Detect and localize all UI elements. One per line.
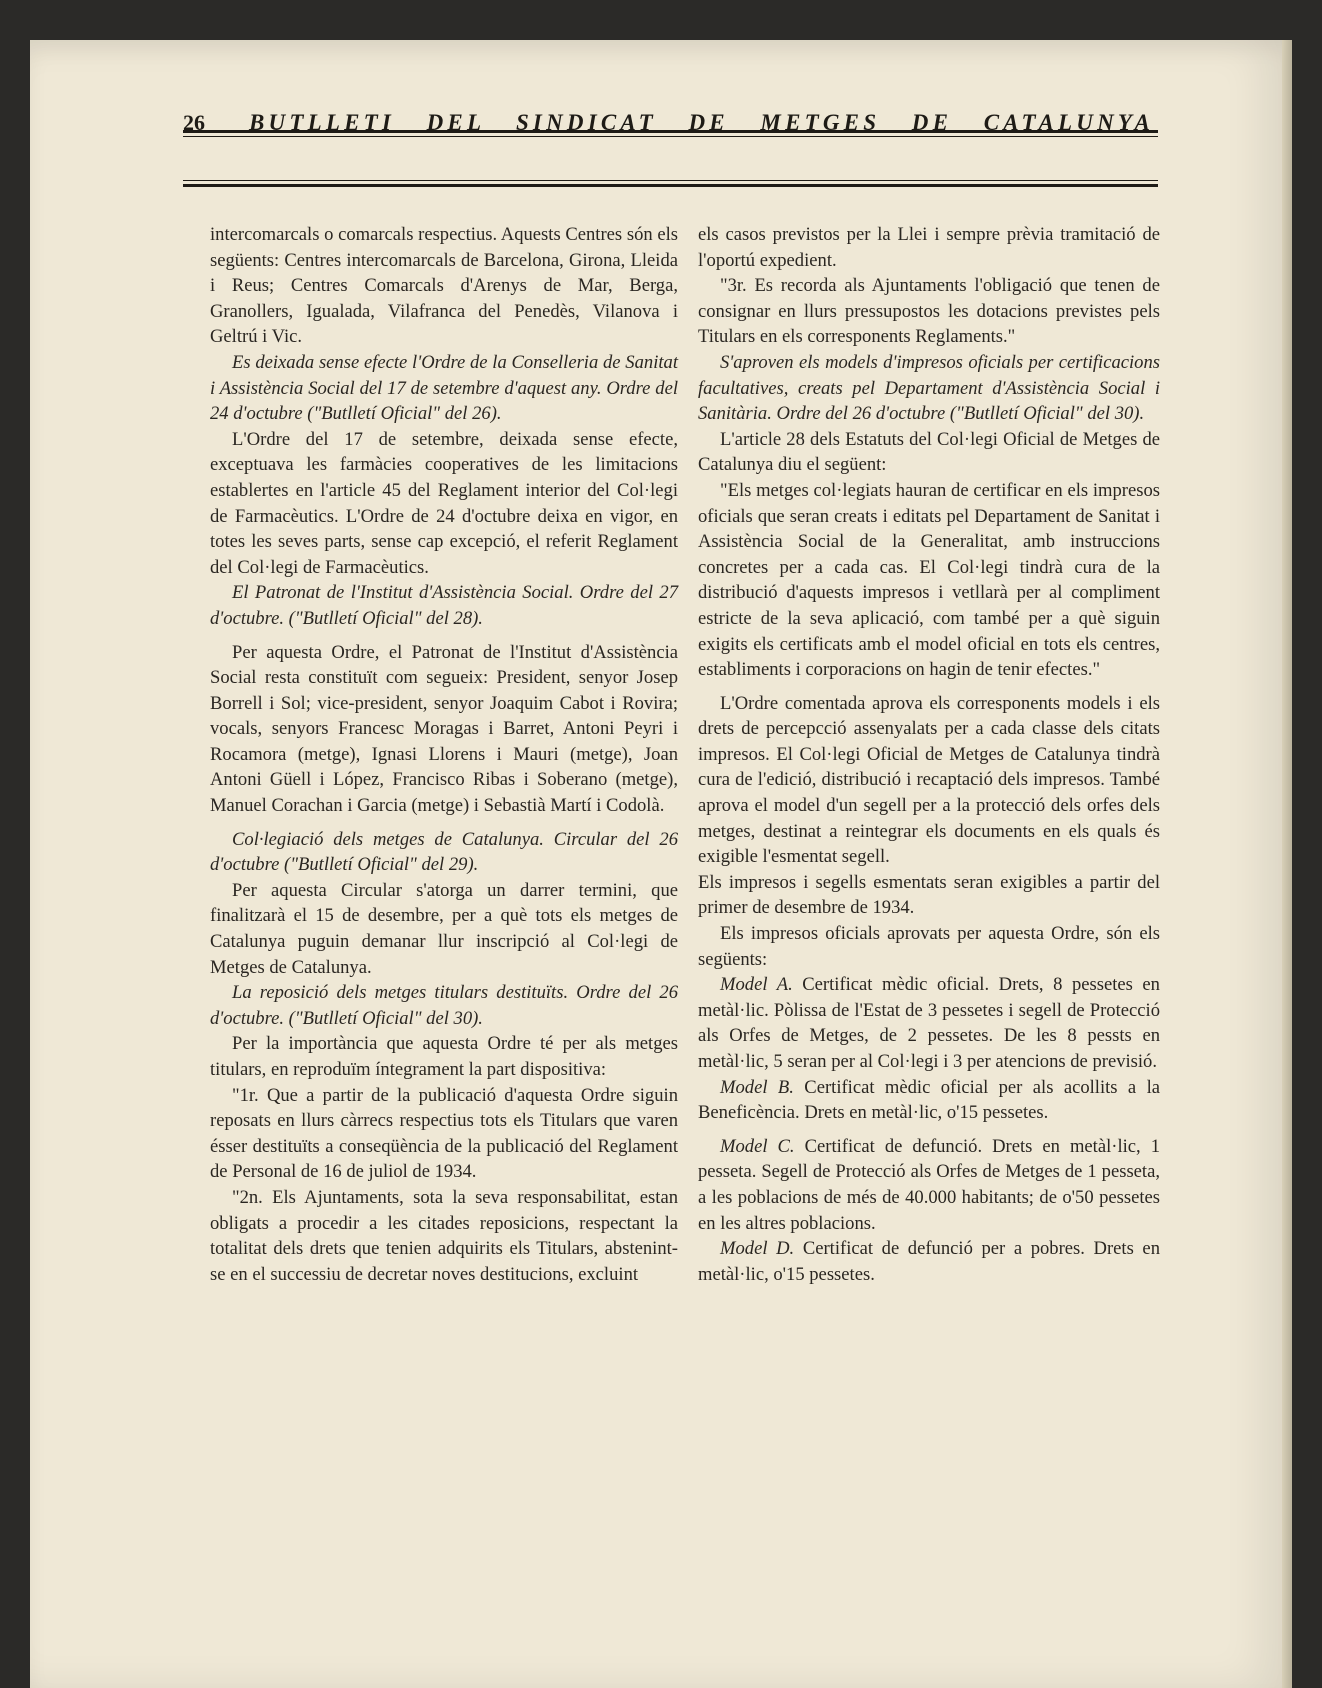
model-label: Model C. xyxy=(720,1135,795,1157)
paragraph xyxy=(698,273,1160,350)
paragraph xyxy=(210,980,678,1031)
paragraph xyxy=(698,1075,1160,1126)
paragraph xyxy=(210,1083,678,1185)
paragraph xyxy=(210,350,678,427)
paragraph xyxy=(698,921,1160,972)
paragraph xyxy=(698,478,1160,683)
page-header xyxy=(183,100,1158,160)
header-rule-bottom xyxy=(183,184,1158,187)
paragraph-text: Certificat mèdic oficial. Drets, 8 pessetes en metàl·lic. Pòlissa de l'Estat de 3 pessetes i segell de Protecció als Orfes de Metges, de 2 pessetes. De les 8 pessts en metàl·lic, 5 seran per al Col·legi i 3 per atencions de previsió. xyxy=(698,974,1160,1072)
paragraph-text: Els impresos oficials aprovats per aquesta Ordre, són els següents: xyxy=(698,923,1160,970)
paragraph xyxy=(210,1031,678,1082)
paragraph-text: S'aproven els models d'impresos oficials per certificacions facultatives, creats pel Departament d'Assistència Social i Sanitària. Ordre del 26 d'octubre ("Butlletí Oficial" del 30). xyxy=(698,351,1160,425)
paragraph-text: El Patronat de l'Institut d'Assistència Social. Ordre del 27 d'octubre. ("Butlletí Oficial" del 28). xyxy=(210,582,678,629)
paragraph xyxy=(698,222,1160,273)
paragraph xyxy=(210,580,678,631)
model-label: Model B. xyxy=(720,1076,794,1098)
paragraph xyxy=(210,878,678,980)
paragraph-text: intercomarcals o comarcals respectius. Aquests Centres són els següents: Centres intercomarcals de Barcelona, Girona, Lleida i Reus; Centres Comarcals d'Arenys de Mar, Berga, Granollers, Igualada, Vilafranca del Penedès, Vilanova i Geltrú i Vic. xyxy=(210,224,678,348)
paragraph xyxy=(698,350,1160,427)
right-column xyxy=(698,222,1160,1287)
paragraph-text: "2n. Els Ajuntaments, sota la seva responsabilitat, estan obligats a procedir a les citades reposicions, respectant la totalitat dels drets que tenien adquirits els Titulars, abstenint-se en el successiu de decretar noves destitucions, excluint xyxy=(210,1186,678,1285)
paragraph xyxy=(210,222,678,350)
paragraph-text: Els impresos i segells esmentats seran exigibles a partir del primer de desembre de 1934. xyxy=(698,871,1160,919)
model-label: Model A. xyxy=(720,974,793,996)
paragraph xyxy=(698,1134,1160,1236)
page-edge xyxy=(1282,40,1292,1688)
left-column xyxy=(210,222,678,1287)
paragraph-text: Certificat de defunció. Drets en metàl·lic, 1 pesseta. Segell de Protecció als Orfes de Metges de 1 pesseta, a les poblacions de més de 40.000 habitants; de o'50 pessetes en les altres poblacions. xyxy=(698,1135,1161,1234)
paragraph xyxy=(698,870,1160,921)
paragraph-text: Es deixada sense efecte l'Ordre de la Conselleria de Sanitat i Assistència Social del 17 de setembre d'aquest any. Ordre del 24 d'octubre ("Butlletí Oficial" del 26). xyxy=(210,351,678,425)
paragraph-text: "3r. Es recorda als Ajuntaments l'obligació que tenen de consignar en llurs pressupostos les dotacions previstes pels Titulars en els corresponents Reglaments." xyxy=(698,275,1160,348)
paragraph-text: Certificat de defunció per a pobres. Drets en metàl·lic, o'15 pessetes. xyxy=(698,1238,1160,1285)
paragraph-text: Per la importància que aquesta Ordre té per als metges titulars, en reproduïm íntegrament la part dispositiva: xyxy=(210,1033,678,1080)
paragraph xyxy=(698,427,1160,478)
paragraph xyxy=(698,972,1160,1074)
paragraph-text: els casos previstos per la Llei i sempre prèvia tramitació de l'oportú expedient. xyxy=(698,224,1160,271)
paragraph xyxy=(210,1185,678,1287)
paragraph-text: "Els metges col·legiats hauran de certificar en els impresos oficials que seran creats i editats pel Departament de Sanitat i Assistència Social de la Generalitat, amb instruccions concretes per a cada cas. El Col·legi tindrà cura de la distribució d'aquests impresos i vetllarà per al compliment estricte de la seva aplicació, com també per a què siguin exigits els certificats amb el model oficial en tots els centres, establiments i corporacions on hagin de tenir efectes." xyxy=(698,479,1160,681)
model-label: Model D. xyxy=(720,1238,795,1260)
running-title: BUTLLETI DEL SINDICAT DE METGES DE CATALUNYA xyxy=(249,110,1154,135)
paragraph-text: L'Ordre del 17 de setembre, deixada sense efecte, exceptuava les farmàcies cooperatives de les limitacions establertes en l'article 45 del Reglament interior del Col·legi de Farmacèutics. L'Ordre de 24 d'octubre deixa en vigor, en totes les seves parts, sense cap excepció, el referit Reglament del Col·legi de Farmacèutics. xyxy=(210,428,678,578)
paragraph-text: L'article 28 dels Estatuts del Col·legi Oficial de Metges de Catalunya diu el següent: xyxy=(698,428,1160,476)
paragraph xyxy=(210,640,678,819)
paragraph-text: Per aquesta Ordre, el Patronat de l'Institut d'Assistència Social resta constituït com segueix: President, senyor Josep Borrell i Sol; vice-president, senyor Joaquim Cabot i Rovira; vocals, senyors Francesc Moragas i Barret, Antoni Peyri i Rocamora (metge), Ignasi Llorens i Mauri (metge), Joan Antoni Güell i López, Francisco Ribas i Soberano (metge), Manuel Corachan i Garcia (metge) i Sebastià Martí i Codolà. xyxy=(210,641,678,817)
paragraph xyxy=(698,691,1160,870)
paragraph-text: L'Ordre comentada aprova els corresponents models i els drets de percepcció assenyalats per a cada classe dels citats impresos. El Col·legi Oficial de Metges de Catalunya tindrà cura de l'edició, distribució i recaptació dels impresos. També aprova el model d'un segell per a la protecció dels orfes dels metges, destinat a reintegrar els documents en els quals és exigible l'esmentat segell. xyxy=(698,692,1160,868)
header-rule-bottom-thin xyxy=(183,180,1158,181)
paragraph-text: Per aquesta Circular s'atorga un darrer termini, que finalitzarà el 15 de desembre, per a què tots els metges de Catalunya puguin demanar llur inscripció al Col·legi de Metges de Catalunya. xyxy=(210,879,678,978)
page-number: 26 xyxy=(183,110,205,135)
paragraph-text: "1r. Que a partir de la publicació d'aquesta Ordre siguin reposats en llurs càrrecs respectius tots els Titulars que varen ésser destituïts a conseqüència de la publicació del Reglament de Personal de 16 de juliol de 1934. xyxy=(210,1084,678,1183)
paragraph-text: La reposició dels metges titulars destituïts. Ordre del 26 d'octubre. ("Butlletí Oficial" del 30). xyxy=(210,982,678,1029)
paragraph xyxy=(698,1236,1160,1287)
paragraph xyxy=(210,427,678,581)
paragraph-text: Col·legiació dels metges de Catalunya. Circular del 26 d'octubre ("Butlletí Oficial" del 29). xyxy=(210,828,678,876)
paragraph-text: Certificat mèdic oficial per als acollits a la Beneficència. Drets en metàl·lic, o'15 pessetes. xyxy=(698,1076,1160,1124)
paragraph xyxy=(210,827,678,878)
